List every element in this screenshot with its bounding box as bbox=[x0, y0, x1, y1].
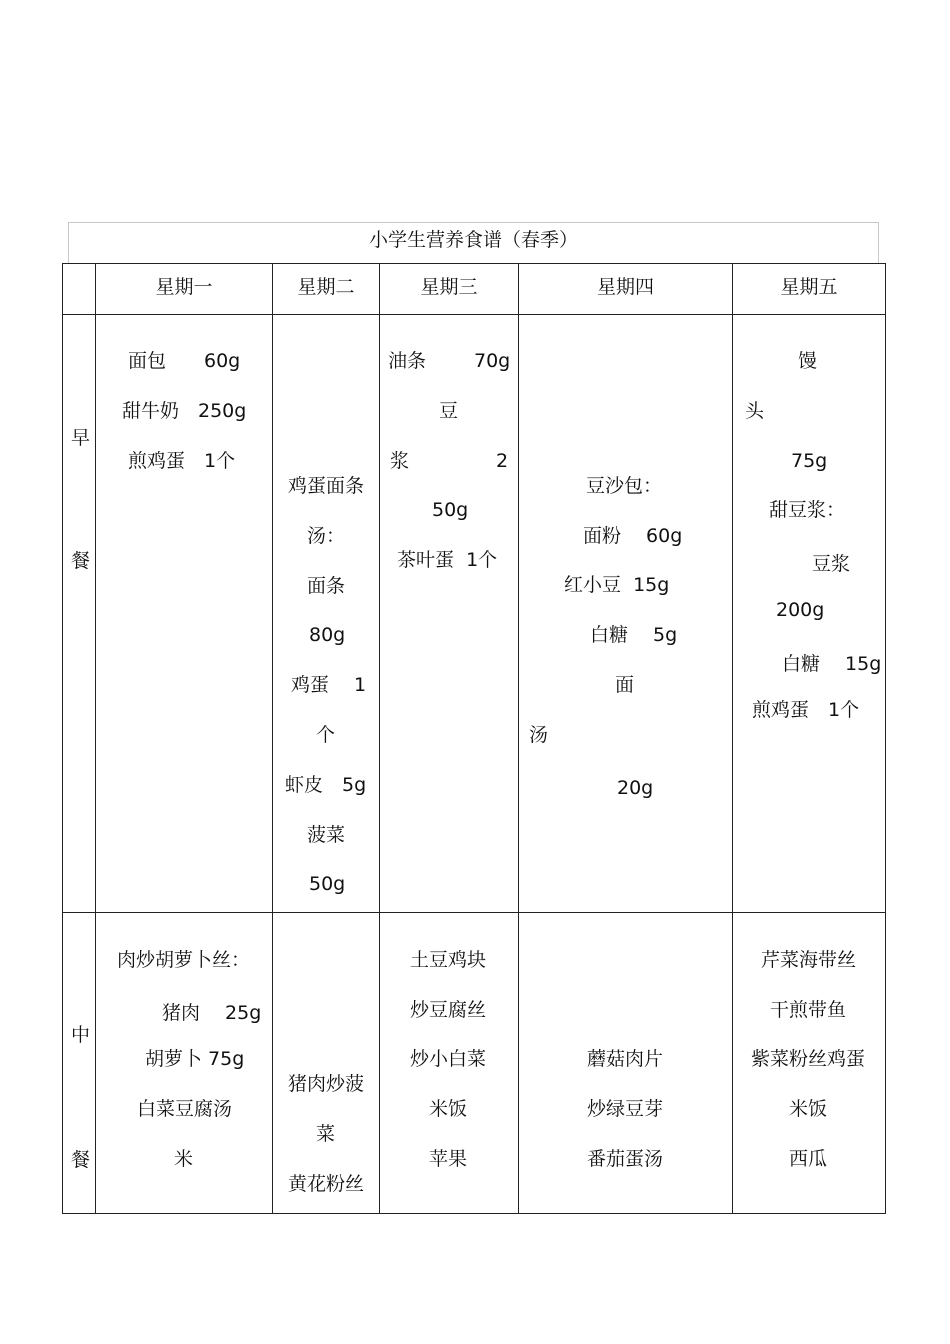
list-item: 胡萝卜 75g bbox=[145, 1048, 245, 1070]
list-item: 红小豆 15g bbox=[564, 574, 670, 596]
title-box bbox=[68, 222, 879, 264]
page-title: 小学生营养食谱（春季） bbox=[368, 229, 578, 251]
list-item: 2 bbox=[496, 450, 509, 472]
table-divider bbox=[62, 912, 886, 913]
list-item: 虾皮 5g bbox=[285, 774, 367, 796]
list-item: 个 bbox=[316, 724, 336, 746]
list-item: 70g bbox=[474, 350, 511, 372]
list-item: 馒 bbox=[798, 350, 818, 372]
list-item: 面 bbox=[615, 674, 635, 696]
list-item: 煎鸡蛋 1个 bbox=[752, 699, 860, 721]
list-item: 米饭 bbox=[789, 1098, 828, 1120]
list-item: 白糖 15g bbox=[782, 653, 882, 675]
list-item: 苹果 bbox=[429, 1148, 468, 1170]
list-item: 油条 bbox=[388, 350, 427, 372]
list-item: 豆浆 bbox=[812, 553, 851, 575]
table-divider bbox=[62, 314, 886, 315]
list-item: 鸡蛋面条 bbox=[288, 475, 365, 497]
list-item: 50g bbox=[309, 873, 346, 895]
list-item: 面条 bbox=[307, 575, 346, 597]
table-divider bbox=[379, 263, 380, 1214]
day-header-thu: 星期四 bbox=[596, 276, 654, 298]
list-item: 干煎带鱼 bbox=[770, 999, 847, 1021]
list-item: 鸡蛋 1 bbox=[291, 674, 367, 696]
list-item: 汤 bbox=[529, 724, 549, 746]
list-item: 煎鸡蛋 1个 bbox=[128, 450, 236, 472]
list-item: 菠菜 bbox=[307, 824, 346, 846]
list-item: 猪肉 25g bbox=[162, 1002, 262, 1024]
table-divider bbox=[95, 263, 96, 1214]
list-item: 20g bbox=[617, 777, 654, 799]
list-item: 炒豆腐丝 bbox=[410, 999, 487, 1021]
meal-label-lunch: 餐 bbox=[71, 1149, 91, 1171]
table-divider bbox=[518, 263, 519, 1214]
list-item: 浆 bbox=[390, 450, 410, 472]
list-item: 炒绿豆芽 bbox=[587, 1098, 664, 1120]
list-item: 面包 60g bbox=[128, 350, 241, 372]
list-item: 茶叶蛋 1个 bbox=[397, 549, 498, 571]
meal-label-breakfast: 餐 bbox=[71, 550, 91, 572]
day-header-tue: 星期二 bbox=[297, 276, 355, 298]
list-item: 头 bbox=[745, 400, 765, 422]
list-item: 西瓜 bbox=[789, 1148, 828, 1170]
list-item: 菜 bbox=[316, 1123, 336, 1145]
list-item: 豆 bbox=[439, 400, 459, 422]
list-item: 甜牛奶 250g bbox=[122, 400, 247, 422]
list-item: 紫菜粉丝鸡蛋 bbox=[751, 1048, 866, 1070]
list-item: 白菜豆腐汤 bbox=[137, 1098, 233, 1120]
day-header-fri: 星期五 bbox=[780, 276, 838, 298]
list-item: 75g bbox=[791, 450, 828, 472]
list-item: 米饭 bbox=[429, 1098, 468, 1120]
table-divider bbox=[732, 263, 733, 1214]
list-item: 50g bbox=[432, 499, 469, 521]
list-item: 豆沙包： bbox=[586, 475, 663, 497]
list-item: 蘑菇肉片 bbox=[587, 1048, 664, 1070]
list-item: 200g bbox=[776, 599, 825, 621]
meal-label-lunch: 中 bbox=[71, 1024, 91, 1046]
list-item: 汤： bbox=[307, 525, 346, 547]
list-item: 80g bbox=[309, 624, 346, 646]
table-divider bbox=[272, 263, 273, 1214]
list-item: 面粉 60g bbox=[583, 525, 683, 547]
list-item: 黄花粉丝 bbox=[288, 1173, 365, 1195]
meal-label-breakfast: 早 bbox=[71, 427, 91, 449]
list-item: 猪肉炒菠 bbox=[288, 1073, 365, 1095]
day-header-wed: 星期三 bbox=[420, 276, 478, 298]
list-item: 甜豆浆： bbox=[769, 499, 846, 521]
list-item: 番茄蛋汤 bbox=[587, 1148, 664, 1170]
list-item: 芹菜海带丝 bbox=[761, 949, 857, 971]
list-item: 肉炒胡萝卜丝： bbox=[117, 949, 251, 971]
list-item: 米 bbox=[174, 1148, 194, 1170]
list-item: 土豆鸡块 bbox=[410, 949, 487, 971]
day-header-mon: 星期一 bbox=[155, 276, 213, 298]
list-item: 炒小白菜 bbox=[410, 1048, 487, 1070]
list-item: 白糖 5g bbox=[590, 624, 678, 646]
